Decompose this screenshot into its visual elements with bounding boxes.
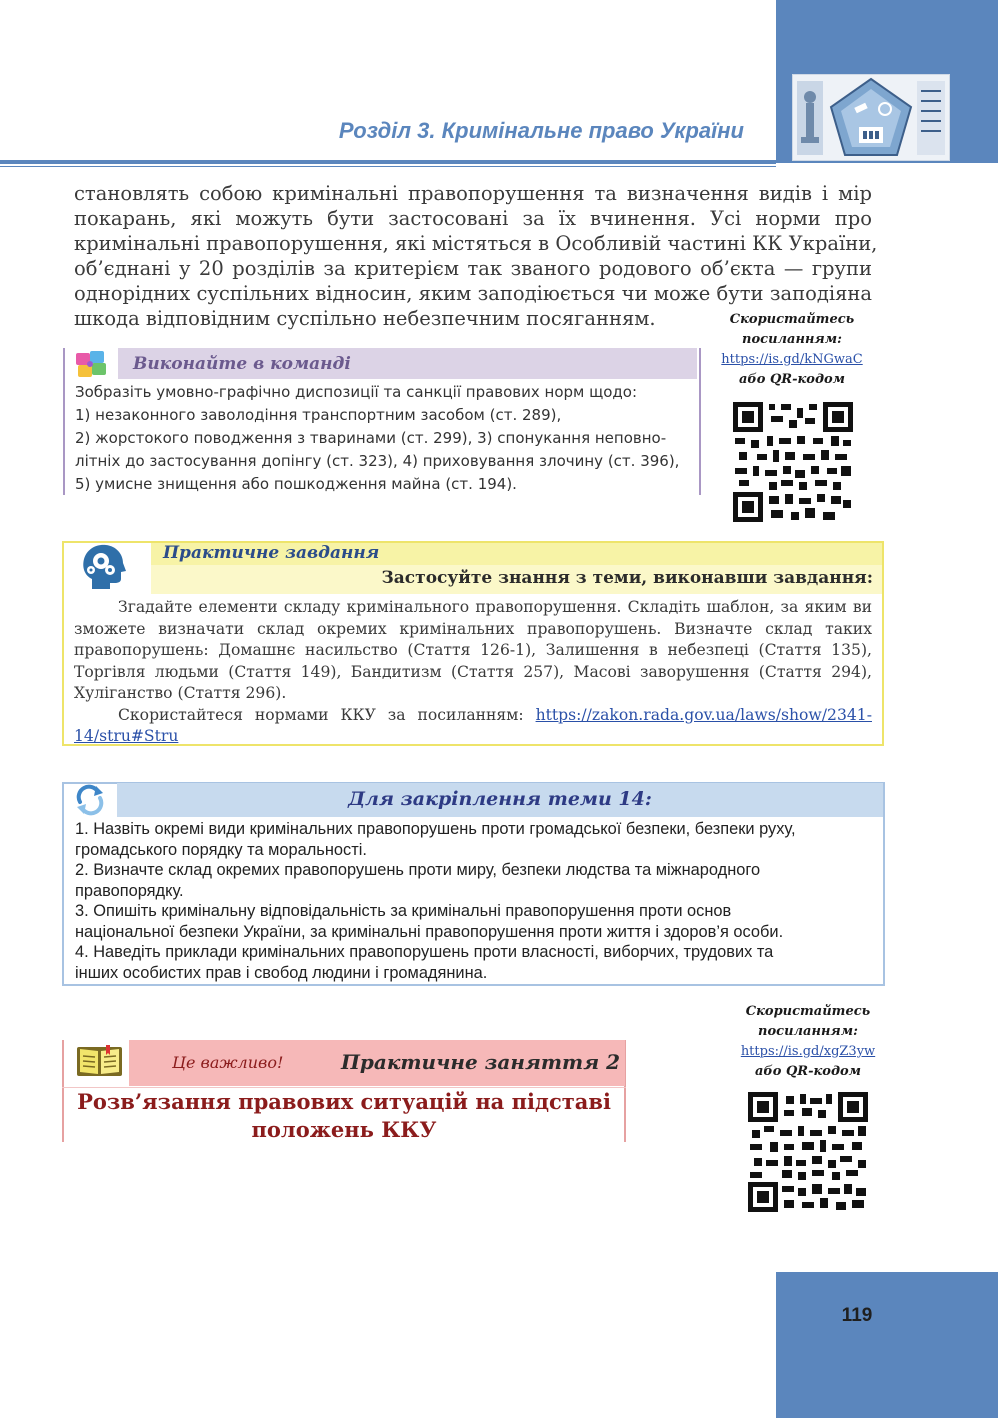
consolidation-line: 1. Назвіть окремі види кримінальних правопорушень проти громадської безпеки, безпеки руху, bbox=[75, 820, 796, 838]
consolidation-line: інших особистих прав і свобод людини і громадянина. bbox=[75, 963, 488, 982]
team-task-line: 1) незаконного заволодіння транспортним засобом (ст. 289), bbox=[75, 406, 562, 424]
side-link-url[interactable]: https://is.gd/kNGwaC bbox=[721, 352, 863, 367]
practical-task-line: правопорушень: Домашнє насильство (Стаття 126-1), Залишення в небезпеці (Стаття 135), bbox=[74, 641, 872, 659]
practical-task-line: Згадайте елементи складу кримінального правопорушення. Складіть шаблон, за яким ви bbox=[118, 598, 872, 616]
qr-code-icon[interactable] bbox=[748, 1092, 868, 1212]
team-task-line: 2) жорстокого поводження з тваринами (ст. 299), 3) спонукання неповно- bbox=[75, 429, 667, 447]
consolidation-line: правопорядку. bbox=[75, 881, 184, 900]
team-task-line: Зобразіть умовно-графічно диспозиції та санкції правових норм щодо: bbox=[75, 383, 638, 401]
consolidation-line: громадського порядку та моральності. bbox=[75, 840, 367, 859]
consolidation-title: Для закріплення теми 14: bbox=[348, 788, 652, 810]
practical-task-line: Хуліганство (Стаття 296). bbox=[74, 684, 287, 702]
team-puzzle-icon bbox=[74, 349, 108, 381]
team-task-line: літніх до застосування допінгу (ст. 323), 4) приховування злочину (ст. 396), bbox=[75, 452, 680, 470]
side-link-note bbox=[722, 1002, 894, 1082]
intro-line: шкода відповідним суспільно небезпечним посяганням. bbox=[74, 307, 656, 330]
team-task-line: 5) умисне знищення або пошкодження майна (ст. 194). bbox=[75, 475, 517, 493]
important-text bbox=[64, 1088, 624, 1144]
team-task-title: Виконайте в команді bbox=[133, 354, 351, 374]
consolidation-line: 4. Наведіть приклади кримінальних правопорушень проти власності, виборчих, трудових та bbox=[75, 943, 774, 961]
zakon-link-continued[interactable]: 14/stru#Stru bbox=[74, 727, 179, 745]
practical-task-line: Торгівля людьми (Стаття 149), Бандитизм (Стаття 257), Масові заворушення (Стаття 294), bbox=[74, 662, 872, 681]
intro-line: кримінальні правопорушення, які містяться в Особливій частині КК України, bbox=[74, 232, 878, 255]
qr-code-icon[interactable] bbox=[733, 402, 853, 522]
important-text-line: положень ККУ bbox=[251, 1117, 437, 1142]
chapter-title: Розділ 3. Кримінальне право України bbox=[338, 118, 744, 143]
law-pentagon-logo-icon bbox=[792, 74, 950, 161]
consolidation-line: 2. Визначте склад окремих правопорушень проти миру, безпеки людства та міжнародного bbox=[75, 861, 761, 879]
practical-task-title: Практичне завдання bbox=[163, 543, 380, 563]
footer-band bbox=[776, 1272, 998, 1418]
zakon-link[interactable]: https://zakon.rada.gov.ua/laws/show/2341- bbox=[535, 705, 872, 724]
refresh-arrows-icon bbox=[74, 784, 106, 816]
practical-task-link-prefix: Скористайтеся нормами ККУ за посиланням: bbox=[118, 705, 524, 724]
side-link-caption: Скористайтесь bbox=[729, 312, 855, 327]
practical-task-line: зможете визначати склад окремих кримінальних правопорушень. Визначте склад таких bbox=[74, 619, 872, 638]
consolidation-line: національної безпеки України, за кримінальні правопорушення проти життя і здоров’я особи. bbox=[75, 922, 784, 941]
page-number: 119 bbox=[841, 1305, 873, 1326]
intro-line: об’єднані у 20 розділів за критерієм так званого родового об’єкта — групи bbox=[74, 257, 872, 280]
consolidation-line: 3. Опишіть кримінальну відповідальність за кримінальні правопорушення проти основ bbox=[75, 902, 732, 920]
side-link-url[interactable]: https://is.gd/xgZ3yw bbox=[740, 1044, 876, 1059]
header-rule bbox=[0, 160, 776, 164]
side-link-caption: або QR-кодом bbox=[754, 1064, 862, 1079]
side-link-caption: посиланням: bbox=[742, 332, 842, 347]
side-link-caption: або QR-кодом bbox=[738, 372, 846, 387]
intro-line: покарань, які можуть бути застосовані за їх вчинення. Усі норми про bbox=[74, 207, 872, 230]
side-link-caption: посиланням: bbox=[758, 1024, 858, 1039]
side-link-note bbox=[706, 310, 878, 390]
important-title: Практичне заняття 2 bbox=[341, 1050, 620, 1074]
important-label: Це важливо! bbox=[172, 1053, 284, 1072]
practical-task-subtitle: Застосуйте знання з теми, виконавши завдання: bbox=[381, 568, 873, 588]
intro-line: однорідних суспільних відносин, яким заподіюється чи може бути заподіяна bbox=[74, 282, 872, 305]
side-link-caption: Скористайтесь bbox=[745, 1004, 871, 1019]
intro-line: становлять собою кримінальні правопорушення та визначення видів і мір bbox=[74, 182, 872, 205]
head-gears-icon bbox=[76, 541, 128, 593]
header-rule-thin bbox=[0, 166, 776, 167]
practical-task-link-line bbox=[118, 705, 872, 727]
practical-task-link-line bbox=[74, 726, 872, 748]
open-book-icon bbox=[76, 1043, 123, 1078]
important-text-line: Розв’язання правових ситуацій на підставі bbox=[77, 1089, 611, 1114]
